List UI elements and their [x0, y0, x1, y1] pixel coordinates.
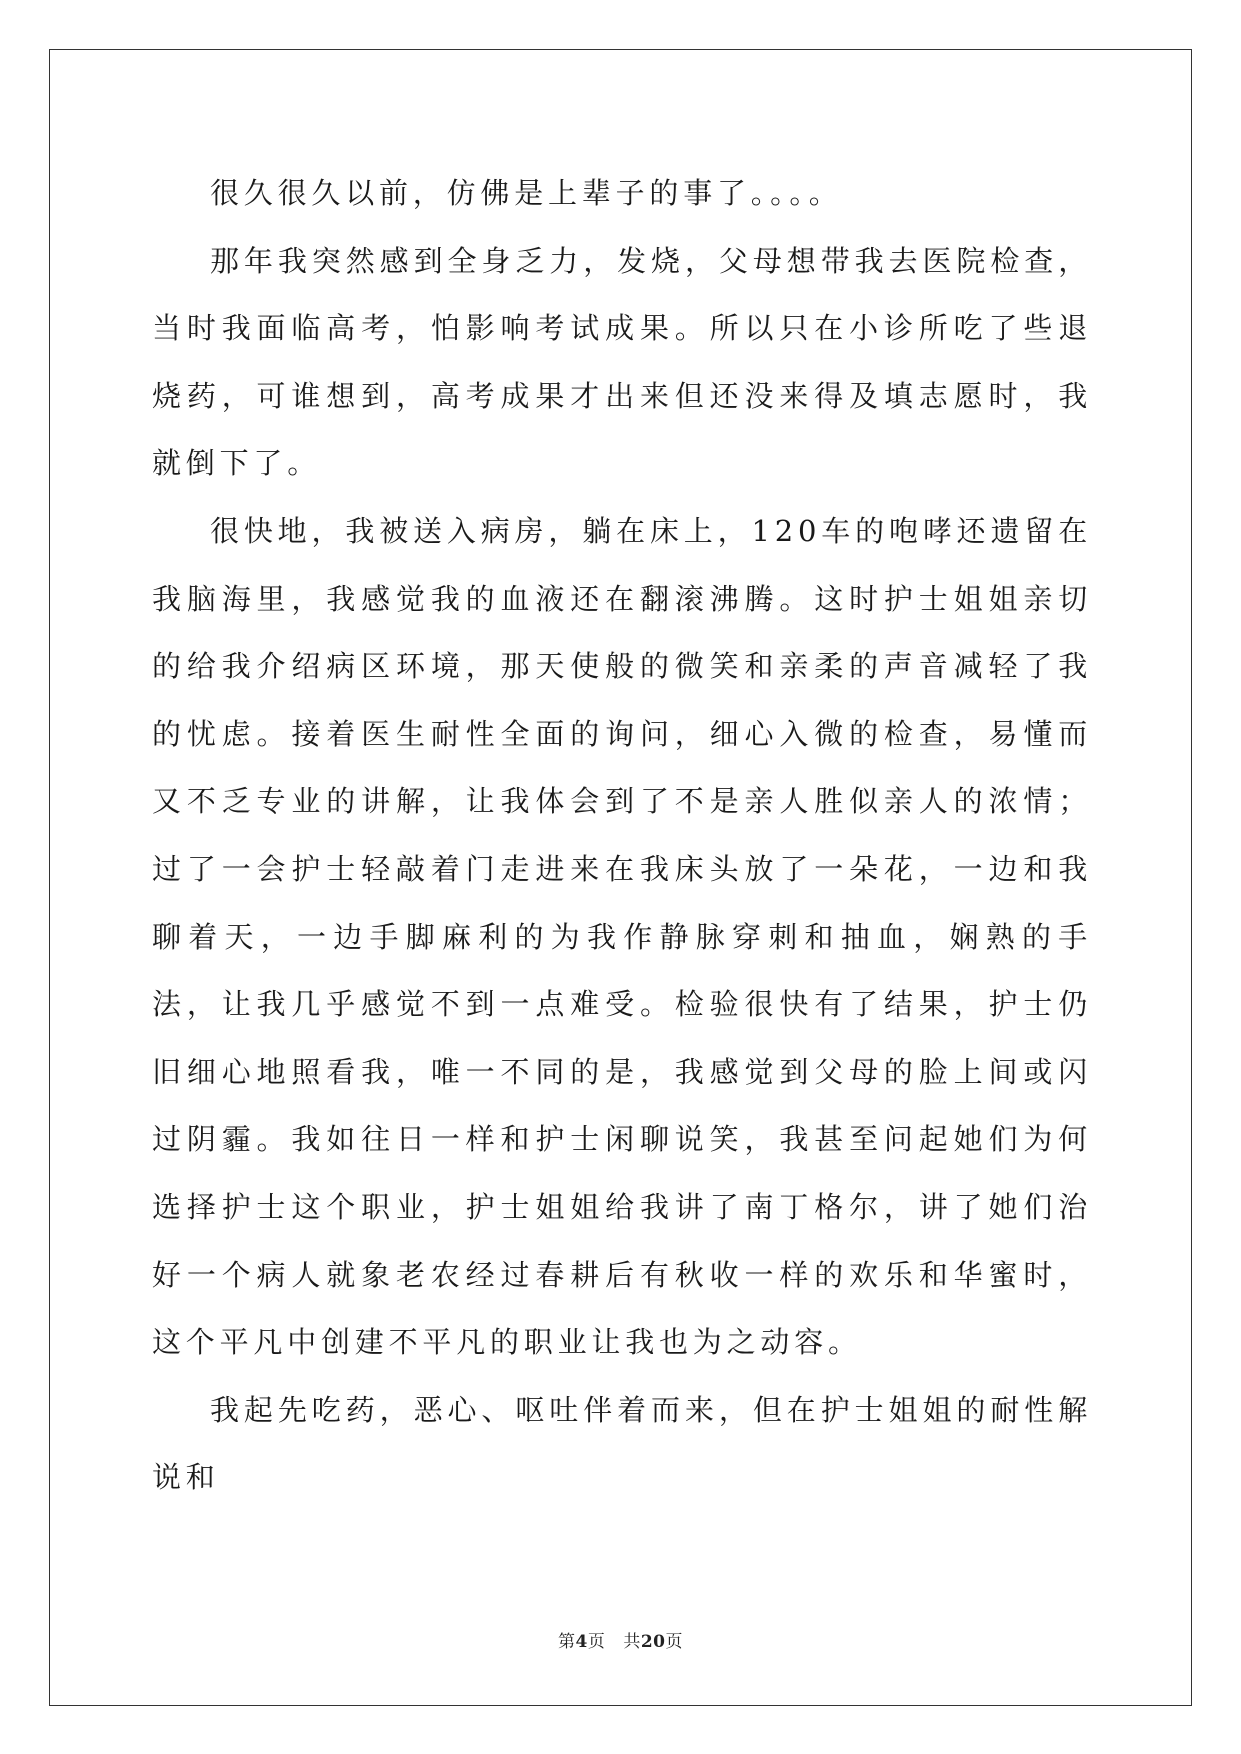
paragraph: 那年我突然感到全身乏力，发烧，父母想带我去医院检查，当时我面临高考，怕影响考试成果。所以只在小诊所吃了些退烧药，可谁想到，高考成果才出来但还没来得及填志愿时，我就倒下了。 [152, 243, 1092, 481]
total-suffix: 页 [665, 1632, 683, 1652]
paragraph: 我起先吃药，恶心、呕吐伴着而来，但在护士姐姐的耐性解说和 [152, 1392, 1092, 1495]
page-suffix: 页 [587, 1632, 606, 1652]
page-number-total: 20 [640, 1632, 666, 1652]
total-prefix: 共 [623, 1632, 641, 1652]
page-prefix: 第 [557, 1632, 576, 1652]
page-number-current: 4 [575, 1632, 588, 1652]
paragraph: 很久很久以前，仿佛是上辈子的事了。。。。 [210, 176, 843, 210]
page-footer [0, 1627, 1241, 1652]
document-body [152, 160, 1092, 1512]
paragraph: 很快地，我被送入病房，躺在床上，120车的咆哮还遗留在我脑海里，我感觉我的血液还在翻滚沸腾。这时护士姐姐亲切的给我介绍病区环境，那天使般的微笑和亲柔的声音减轻了我的忧虑。接着医生耐性全面的询问，细心入微的检查，易懂而又不乏专业的讲解，让我体会到了不是亲人胜似亲人的浓情；过了一会护士轻敲着门走进来在我床头放了一朵花，一边和我聊着天，一边手脚麻利的为我作静脉穿刺和抽血，娴熟的手法，让我几乎感觉不到一点难受。检验很快有了结果，护士仍旧细心地照看我，唯一不同的是，我感觉到父母的脸上间或闪过阴霾。我如往日一样和护士闲聊说笑，我甚至问起她们为何选择护士这个职业，护士姐姐给我讲了南丁格尔，讲了她们治好一个病人就象老农经过春耕后有秋收一样的欢乐和华蜜时，这个平凡中创建不平凡的职业让我也为之动容。 [152, 513, 1092, 1360]
